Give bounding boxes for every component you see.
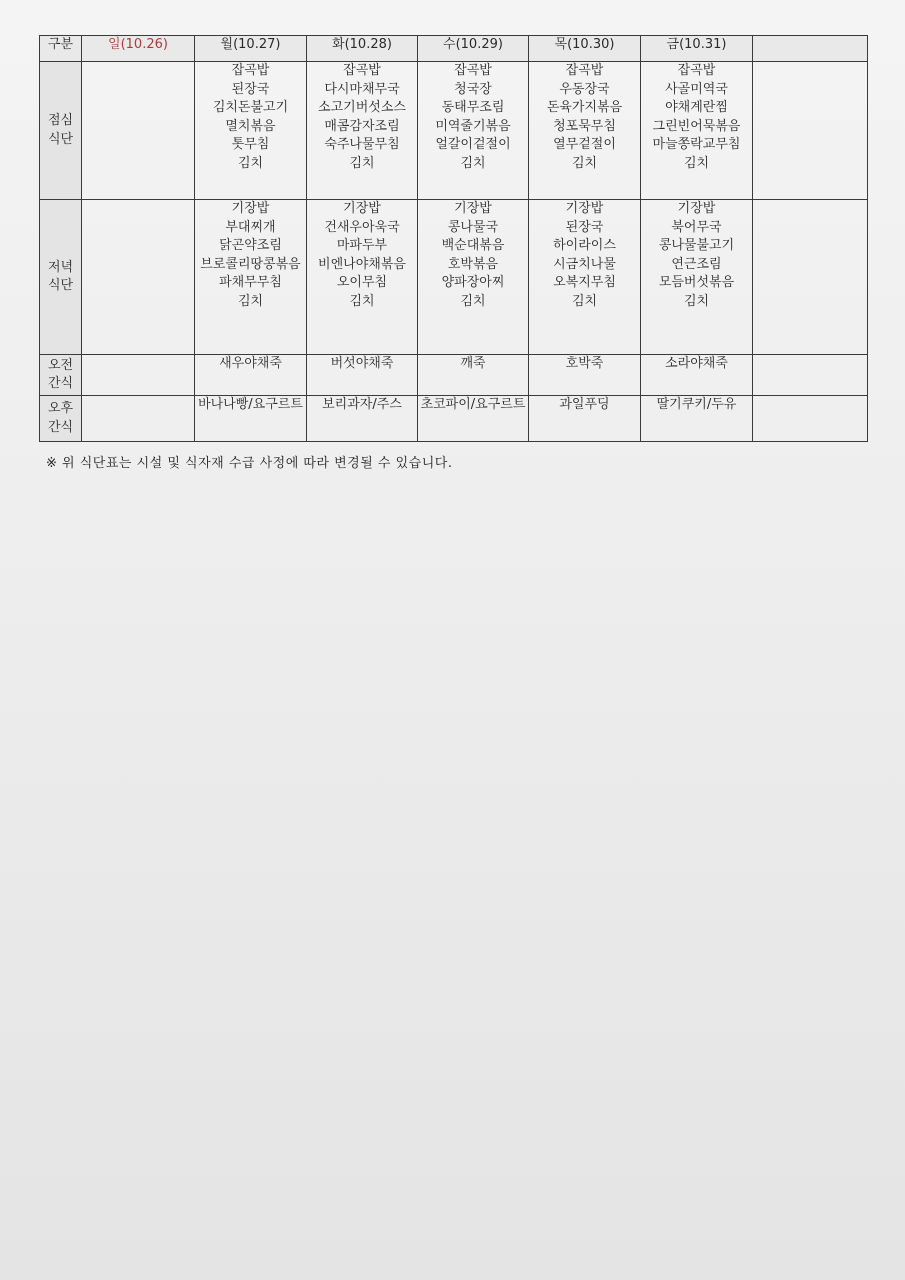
menu-cell <box>195 355 307 396</box>
row-label-line: 간식 <box>47 419 74 435</box>
menu-item: 잡곡밥 <box>454 63 492 78</box>
menu-cell <box>307 355 418 396</box>
menu-item: 톳무침 <box>231 137 270 152</box>
menu-item: 새우야채죽 <box>219 356 282 371</box>
menu-item: 청포묵무침 <box>553 118 616 134</box>
menu-cell <box>307 396 418 442</box>
menu-item: 기장밥 <box>677 201 716 216</box>
day-header-tuesday: 화(10.28) <box>307 36 418 62</box>
menu-cell <box>529 355 641 396</box>
menu-cell <box>307 62 418 200</box>
dinner-row-label <box>40 200 82 355</box>
menu-item: 기장밥 <box>454 201 492 216</box>
lunch-row <box>40 62 868 200</box>
row-label-line: 식단 <box>47 131 74 147</box>
menu-cell <box>641 396 753 442</box>
menu-item: 김치 <box>349 155 375 171</box>
dinner-row <box>40 200 868 355</box>
pm-snack-row <box>40 396 868 442</box>
menu-cell <box>82 62 195 200</box>
menu-item: 사골미역국 <box>665 81 728 97</box>
menu-item: 얼갈이겉절이 <box>435 137 511 152</box>
menu-cell <box>418 355 529 396</box>
menu-item: 닭곤약조림 <box>219 238 282 253</box>
menu-cell <box>307 200 418 355</box>
menu-item: 부대찌개 <box>225 219 276 235</box>
menu-cell <box>753 62 868 200</box>
menu-item: 깨죽 <box>460 356 486 371</box>
menu-item: 김치 <box>460 293 486 309</box>
menu-item: 소고기버섯소스 <box>318 100 406 115</box>
menu-item: 보리과자/주스 <box>322 397 402 412</box>
menu-cell <box>641 200 753 355</box>
row-label-line: 식단 <box>47 278 74 293</box>
menu-item: 그린빈어묵볶음 <box>652 118 741 134</box>
menu-cell <box>82 355 195 396</box>
menu-item: 기장밥 <box>343 201 381 216</box>
menu-item: 우동장국 <box>559 81 610 97</box>
menu-item: 초코파이/요구르트 <box>420 397 526 412</box>
menu-cell <box>753 200 868 355</box>
menu-item: 비엔나야채볶음 <box>318 256 406 272</box>
menu-item: 모듬버섯볶음 <box>658 275 735 290</box>
header-row <box>40 36 868 62</box>
menu-item: 콩나물불고기 <box>658 238 735 253</box>
menu-item: 다시마채무국 <box>324 81 400 97</box>
menu-item: 시금치나물 <box>553 256 616 272</box>
menu-item: 연근조림 <box>671 256 722 272</box>
menu-item: 잡곡밥 <box>677 63 716 78</box>
menu-cell <box>641 355 753 396</box>
row-label-line: 간식 <box>47 376 74 391</box>
menu-item: 김치 <box>683 293 710 309</box>
menu-item: 파채무무침 <box>219 275 282 290</box>
menu-cell <box>195 200 307 355</box>
menu-item: 잡곡밥 <box>565 63 604 78</box>
menu-item: 김치 <box>460 155 486 171</box>
menu-item: 된장국 <box>231 81 270 97</box>
menu-item: 멸치볶음 <box>225 118 276 134</box>
menu-item: 잡곡밥 <box>343 63 381 78</box>
menu-item: 김치 <box>683 155 710 171</box>
menu-item: 김치 <box>349 293 375 309</box>
menu-cell <box>82 200 195 355</box>
menu-item: 기장밥 <box>565 201 604 216</box>
menu-cell <box>195 396 307 442</box>
menu-item: 된장국 <box>565 219 604 235</box>
menu-item: 오이무침 <box>336 275 388 290</box>
menu-item: 딸기쿠키/두유 <box>656 397 737 412</box>
menu-item: 동태무조림 <box>441 100 505 115</box>
day-header-thursday: 목(10.30) <box>529 36 641 62</box>
menu-item: 호박죽 <box>565 356 604 371</box>
menu-item: 김치 <box>571 155 598 171</box>
am-snack-row-label <box>40 355 82 396</box>
menu-item: 백순대볶음 <box>441 238 505 253</box>
menu-item: 야채계란찜 <box>665 100 728 115</box>
day-header-monday: 월(10.27) <box>195 36 307 62</box>
menu-cell <box>418 396 529 442</box>
menu-item: 건새우아욱국 <box>324 219 400 235</box>
menu-item: 바나나빵/요구르트 <box>198 397 303 412</box>
menu-item: 매콤감자조림 <box>324 118 400 134</box>
menu-item: 양파장아찌 <box>441 275 505 290</box>
am-snack-row <box>40 355 868 396</box>
menu-item: 김치돈불고기 <box>212 100 289 115</box>
menu-cell <box>753 355 868 396</box>
row-label-line: 저녁 <box>47 259 74 275</box>
menu-cell <box>418 200 529 355</box>
menu-cell <box>529 62 641 200</box>
menu-item: 브로콜리땅콩볶음 <box>200 256 301 272</box>
menu-cell <box>753 396 868 442</box>
weekly-meal-table <box>39 35 868 442</box>
header-label: 구분 <box>40 36 82 62</box>
menu-item: 과일푸딩 <box>559 397 610 412</box>
menu-item: 마늘쫑락교무침 <box>652 137 741 152</box>
menu-cell <box>529 200 641 355</box>
day-header-blank <box>753 36 868 62</box>
menu-cell <box>82 396 195 442</box>
menu-item: 잡곡밥 <box>231 63 270 78</box>
menu-item: 청국장 <box>454 81 492 97</box>
menu-item: 돈육가지볶음 <box>546 100 623 115</box>
day-header-friday: 금(10.31) <box>641 36 753 62</box>
menu-cell <box>641 62 753 200</box>
menu-item: 숙주나물무침 <box>324 137 400 152</box>
row-label-line: 오전 <box>47 357 74 373</box>
day-header-wednesday: 수(10.29) <box>418 36 529 62</box>
menu-cell <box>195 62 307 200</box>
menu-item: 소라야채죽 <box>665 356 728 371</box>
menu-cell <box>529 396 641 442</box>
day-header-sunday: 일(10.26) <box>82 36 195 62</box>
menu-item: 오복지무침 <box>553 275 616 290</box>
footer-note: ※ 위 식단표는 시설 및 식자재 수급 사정에 따라 변경될 수 있습니다. <box>46 456 453 471</box>
menu-item: 미역줄기볶음 <box>435 118 511 134</box>
row-label-line: 오후 <box>47 401 74 416</box>
menu-item: 열무겉절이 <box>553 137 616 152</box>
menu-item: 호박볶음 <box>447 256 499 272</box>
menu-item: 콩나물국 <box>447 219 499 235</box>
menu-item: 김치 <box>237 155 264 171</box>
pm-snack-row-label <box>40 396 82 442</box>
menu-item: 버섯야채죽 <box>330 356 394 371</box>
lunch-row-label <box>40 62 82 200</box>
menu-item: 마파두부 <box>336 238 388 253</box>
menu-item: 김치 <box>571 293 598 309</box>
menu-item: 북어무국 <box>671 219 722 235</box>
menu-item: 김치 <box>237 293 264 309</box>
menu-item: 기장밥 <box>231 201 270 216</box>
row-label-line: 점심 <box>47 113 74 128</box>
menu-item: 하이라이스 <box>553 238 616 253</box>
menu-cell <box>418 62 529 200</box>
